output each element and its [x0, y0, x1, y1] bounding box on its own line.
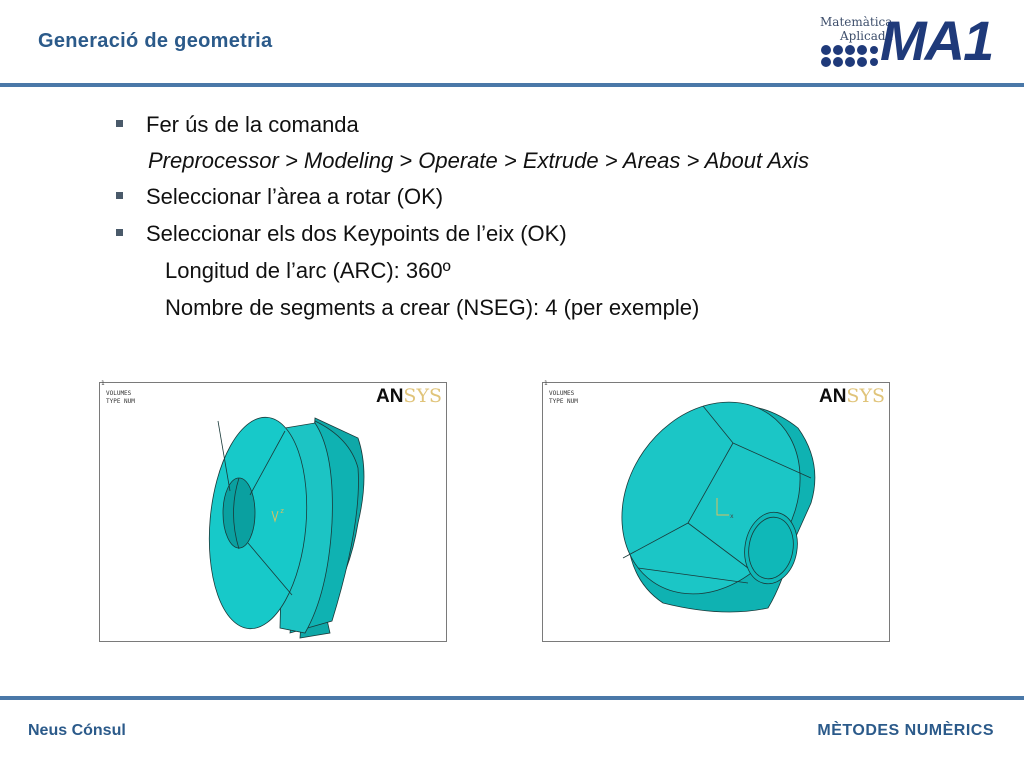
ansys-figure-iso: [542, 382, 890, 642]
logo-text-line1: Matemàtica: [820, 15, 893, 29]
header-divider: [0, 83, 1024, 87]
bullet-text-1: Fer ús de la comanda: [146, 112, 359, 137]
bullet-text-2: Seleccionar l’àrea a rotar (OK): [146, 184, 444, 209]
footer-author: Neus Cónsul: [28, 722, 126, 739]
bullet-marker: [116, 229, 123, 236]
ma1-logo: [818, 9, 998, 72]
figure-caption-line1: VOLUMES: [549, 390, 575, 397]
volume-render-iso: [543, 383, 889, 641]
sub-text-nseg: Nombre de segments a crear (NSEG): 4 (per exemple): [165, 295, 700, 320]
figure-caption-line2: TYPE NUM: [106, 398, 135, 405]
footer-divider: [0, 696, 1024, 700]
ansys-logo: ANSYS: [375, 385, 442, 407]
sub-text-arc: Longitud de l’arc (ARC): 360º: [165, 258, 451, 283]
command-path: Preprocessor > Modeling > Operate > Extrude > Areas > About Axis: [148, 148, 809, 173]
svg-text:x: x: [730, 513, 734, 520]
disk-hole: [223, 478, 255, 548]
figure-index: 1: [544, 380, 548, 387]
logo-text-line2: Aplicada: [840, 29, 893, 43]
figure-caption-line2: TYPE NUM: [549, 398, 578, 405]
figure-index: 1: [101, 380, 105, 387]
ansys-logo: ANSYS: [818, 385, 885, 407]
slide-title: Generació de geometria: [38, 30, 273, 52]
bullet-text-3: Seleccionar els dos Keypoints de l’eix (OK): [146, 221, 567, 246]
ansys-figure-side: [99, 382, 447, 642]
bullet-marker: [116, 120, 123, 127]
svg-text:z: z: [280, 507, 285, 515]
bullet-marker: [116, 192, 123, 199]
footer-course: MÈTODES NUMÈRICS: [817, 722, 994, 739]
figure-caption-line1: VOLUMES: [106, 390, 132, 397]
volume-render-side: [100, 383, 446, 641]
logo-ma1: MA1: [880, 9, 993, 72]
